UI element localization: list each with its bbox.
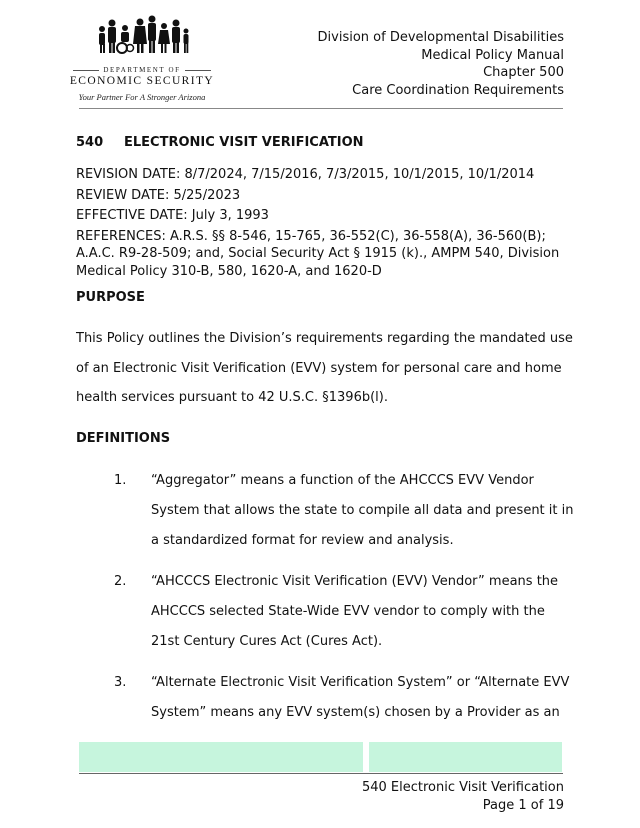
policy-meta [76,166,564,283]
purpose-heading: PURPOSE [76,290,145,305]
review-date: REVIEW DATE: 5/25/2023 [76,187,241,203]
definition-number: 1. [114,473,127,488]
purpose-line: This Policy outlines the Division’s requirements regarding the mandated use [76,331,573,346]
definition-number: 2. [114,574,127,589]
logo-department-of: DEPARTMENT OF [68,66,216,74]
header-division: Division of Developmental Disabilities [317,30,564,45]
section-heading: ELECTRONIC VISIT VERIFICATION [124,135,364,150]
logo-economic-security: ECONOMIC SECURITY [69,75,215,87]
definitions-heading: DEFINITIONS [76,431,171,446]
definition-line: System that allows the state to compile all data and present it in [151,503,574,518]
page-number: Page 1 of 19 [482,797,564,813]
definition-line: AHCCCS selected State-Wide EVV vendor to comply with the [151,604,545,619]
definition-line: “Aggregator” means a function of the AHCCCS EVV Vendor [151,473,534,488]
logo-tagline: Your Partner For A Stronger Arizona [78,92,206,102]
definition-line: a standardized format for review and analysis. [151,533,454,548]
purpose-body [76,324,573,413]
purpose-line: of an Electronic Visit Verification (EVV) system for personal care and home [76,360,562,376]
footer-divider [79,773,563,774]
footer-title: 540 Electronic Visit Verification [361,780,564,795]
header-topic: Care Coordination Requirements [352,82,564,98]
definition-line: 21st Century Cures Act (Cures Act). [151,634,383,649]
footer-band-left [79,742,363,772]
definition-line: “Alternate Electronic Visit Verification System” or “Alternate EVV [151,675,570,690]
document-footer [362,779,564,814]
des-logo [68,14,216,102]
section-title [76,135,364,150]
header-chapter: Chapter 500 [483,65,564,80]
section-number: 540 [76,135,104,150]
purpose-line: health services pursuant to 42 U.S.C. §1396b(l). [76,390,388,405]
header-manual: Medical Policy Manual [421,47,564,63]
header-divider [79,108,563,109]
footer-band-right [369,742,562,772]
references: REFERENCES: A.R.S. §§ 8-546, 15-765, 36-552(C), 36-558(A), 36-560(B); A.A.C. R9-28-509; and, Social Security Act § 1915 (k)., AMPM 540, Division Medical Policy 310-B, 580, 1620-A, and 1620-D [76,228,560,279]
family-silhouette-icon [94,14,190,54]
definition-line: System” means any EVV system(s) chosen by a Provider as an [151,705,560,720]
definition-line: “AHCCCS Electronic Visit Verification (EVV) Vendor” means the [151,574,559,589]
definition-number: 3. [114,675,127,690]
document-header [318,29,564,99]
revision-date: REVISION DATE: 8/7/2024, 7/15/2016, 7/3/2015, 10/1/2015, 10/1/2014 [76,167,535,182]
effective-date: EFFECTIVE DATE: July 3, 1993 [76,208,269,223]
